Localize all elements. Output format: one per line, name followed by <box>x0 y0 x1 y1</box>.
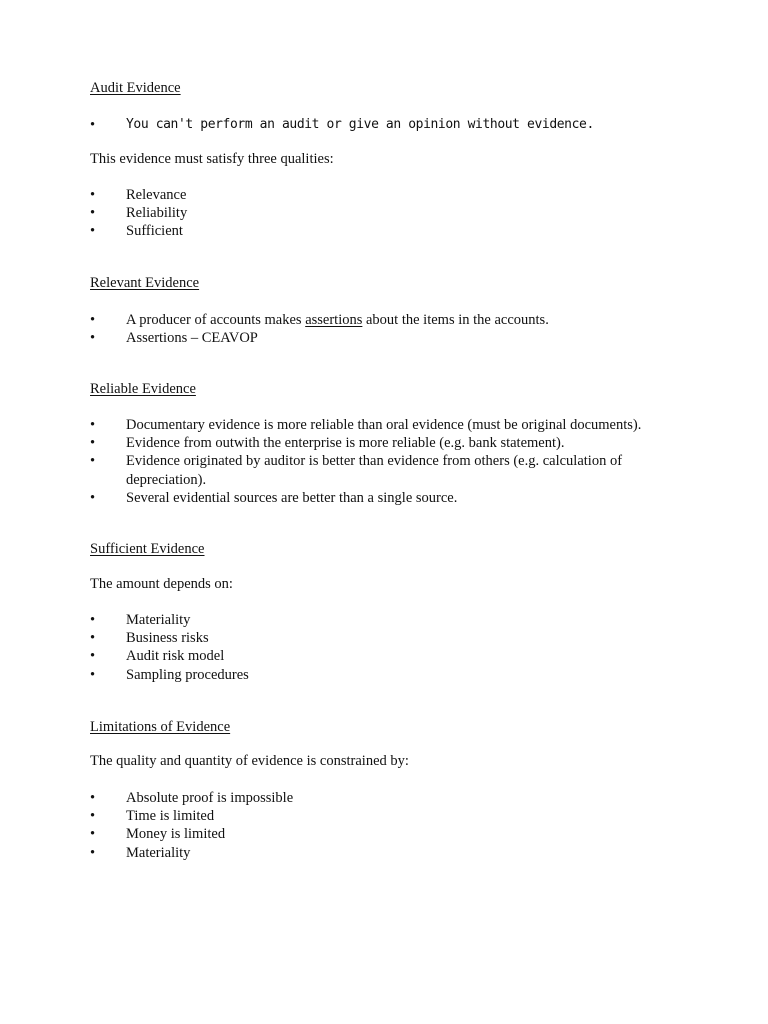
bullet-icon: • <box>90 808 96 825</box>
bullet-icon: • <box>90 489 96 506</box>
list-item: • A producer of accounts makes assertions about the items in the accounts. <box>90 312 549 328</box>
heading-audit-evidence: Audit Evidence <box>90 80 181 96</box>
qualities-list <box>90 186 710 241</box>
list-item: • Materiality <box>90 844 191 861</box>
heading-relevant-evidence: Relevant Evidence <box>90 275 200 291</box>
bullet-icon: • <box>90 435 96 452</box>
sufficient-list <box>90 611 710 684</box>
list-item: • Reliability <box>90 205 188 222</box>
list-item: • Business risks <box>90 630 209 647</box>
heading-limitations-of-evidence: Limitations of Evidence <box>90 719 231 735</box>
bullet-icon: • <box>90 612 96 628</box>
list-item: • Assertions – CEAVOP <box>90 330 258 347</box>
bullet-icon: • <box>90 790 96 806</box>
bullet-icon: • <box>90 630 96 647</box>
list-item: • Time is limited <box>90 808 215 825</box>
bullet-icon: • <box>90 312 96 328</box>
list-item: • Sampling procedures <box>90 666 249 683</box>
heading-reliable-evidence: Reliable Evidence <box>90 381 196 397</box>
bullet-icon: • <box>90 417 96 433</box>
sufficient-intro-text: The amount depends on: <box>90 576 233 592</box>
list-item: • You can't perform an audit or give an opinion without evidence. <box>90 117 594 133</box>
list-item: • Materiality <box>90 612 191 628</box>
list-item: • Sufficient <box>90 223 183 240</box>
assertions-term: assertions <box>305 312 363 328</box>
list-item: • Relevance <box>90 187 187 203</box>
list-item: • Absolute proof is impossible <box>90 790 294 806</box>
heading-sufficient-evidence: Sufficient Evidence <box>90 541 205 557</box>
audit-intro-text: This evidence must satisfy three qualities: <box>90 151 334 167</box>
bullet-icon: • <box>90 844 96 861</box>
bullet-icon: • <box>90 666 96 683</box>
limitations-list <box>90 789 710 862</box>
list-item: • Audit risk model <box>90 648 225 665</box>
list-item: • Money is limited <box>90 826 226 843</box>
audit-bullet-list <box>90 116 710 134</box>
relevant-list <box>90 311 710 347</box>
list-item: • Evidence originated by auditor is better than evidence from others (e.g. calculation of depreciation). <box>90 453 623 488</box>
bullet-icon: • <box>90 453 96 470</box>
bullet-icon: • <box>90 117 95 133</box>
limitations-intro-text: The quality and quantity of evidence is constrained by: <box>90 753 409 769</box>
list-item: • Documentary evidence is more reliable than oral evidence (must be original documents). <box>90 417 642 433</box>
bullet-icon: • <box>90 223 96 240</box>
bullet-icon: • <box>90 187 96 203</box>
list-item: • Several evidential sources are better than a single source. <box>90 489 458 506</box>
bullet-icon: • <box>90 205 96 222</box>
bullet-icon: • <box>90 330 96 347</box>
reliable-list <box>90 416 710 507</box>
bullet-icon: • <box>90 648 96 665</box>
bullet-icon: • <box>90 826 96 843</box>
list-item: • Evidence from outwith the enterprise is more reliable (e.g. bank statement). <box>90 435 565 452</box>
